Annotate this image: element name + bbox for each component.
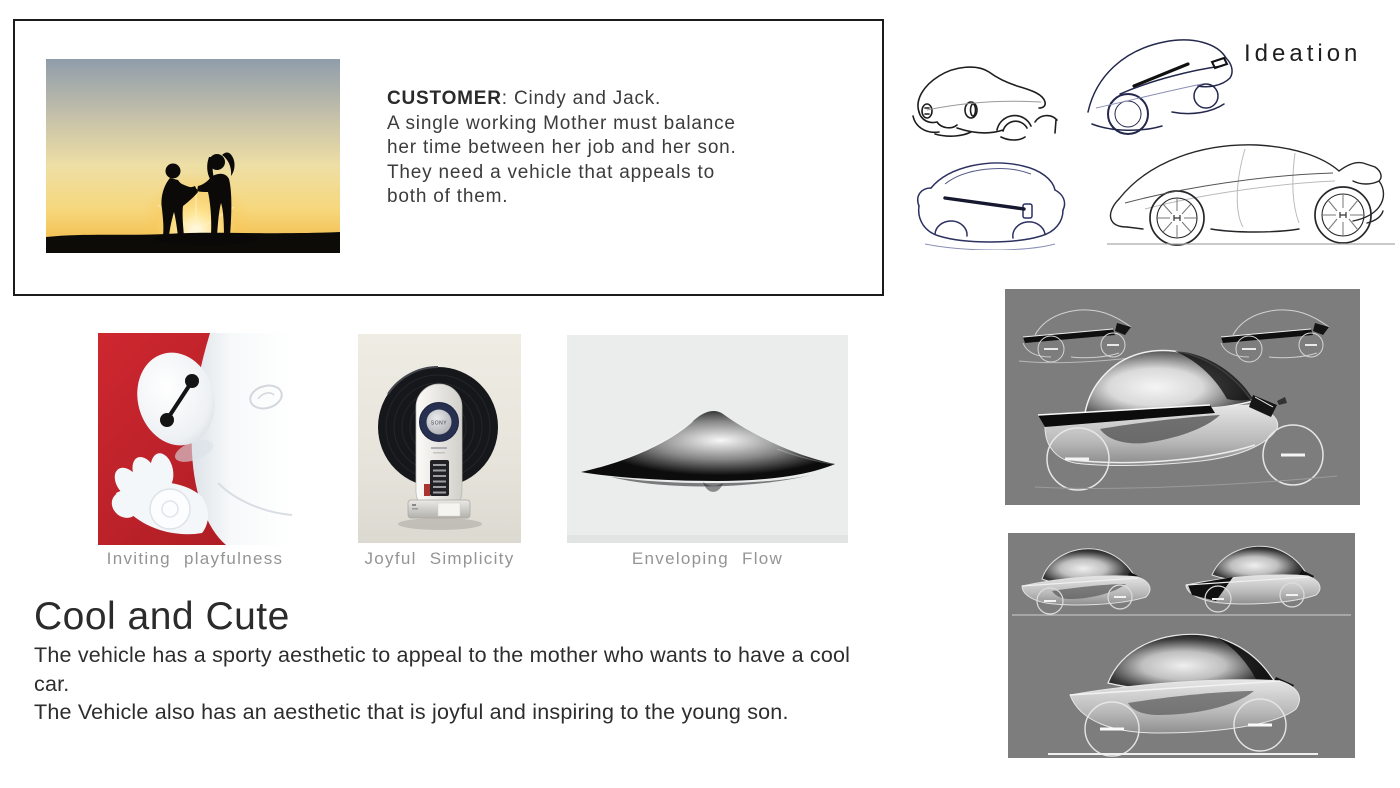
ideation-heading: Ideation <box>1244 40 1362 67</box>
moodboard-image-record-player <box>358 334 521 543</box>
ideation-sketch-side-view-large <box>1085 123 1400 250</box>
moodboard-image-baymax <box>98 333 292 545</box>
customer-line: her time between her job and her son. <box>387 137 737 158</box>
sony-logo: SONY <box>430 420 448 427</box>
theme-paragraph: The vehicle has a sporty aesthetic to appeal to the mother who wants to have a cool car. <box>34 643 851 696</box>
ideation-sketch-front-quarter-ink <box>905 50 1065 150</box>
customer-names: : Cindy and Jack. <box>501 88 662 109</box>
theme-description <box>34 641 854 727</box>
mother-son-sunset-photo <box>46 59 340 253</box>
customer-label: CUSTOMER <box>387 88 502 109</box>
caption-joyful-simplicity: Joyful Simplicity <box>364 549 515 568</box>
customer-brief-text <box>387 87 867 210</box>
customer-line: A single working Mother must balance <box>387 112 736 134</box>
customer-title <box>387 87 867 112</box>
render-panel-top <box>1005 289 1360 505</box>
customer-line: both of them. <box>387 186 509 207</box>
theme-heading: Cool and Cute <box>34 595 290 638</box>
moodboard-image-flow-form <box>567 335 848 543</box>
render-panel-bottom <box>1008 533 1355 758</box>
ideation-sketch-front-quarter-blue <box>905 148 1075 250</box>
caption-enveloping-flow: Enveloping Flow <box>631 549 784 568</box>
customer-brief-box <box>13 19 884 296</box>
caption-inviting-playfulness: Inviting playfulness <box>106 549 284 568</box>
customer-line: They need a vehicle that appeals to <box>387 161 715 183</box>
theme-paragraph: The Vehicle also has an aesthetic that is joyful and inspiring to the young son. <box>34 700 789 724</box>
